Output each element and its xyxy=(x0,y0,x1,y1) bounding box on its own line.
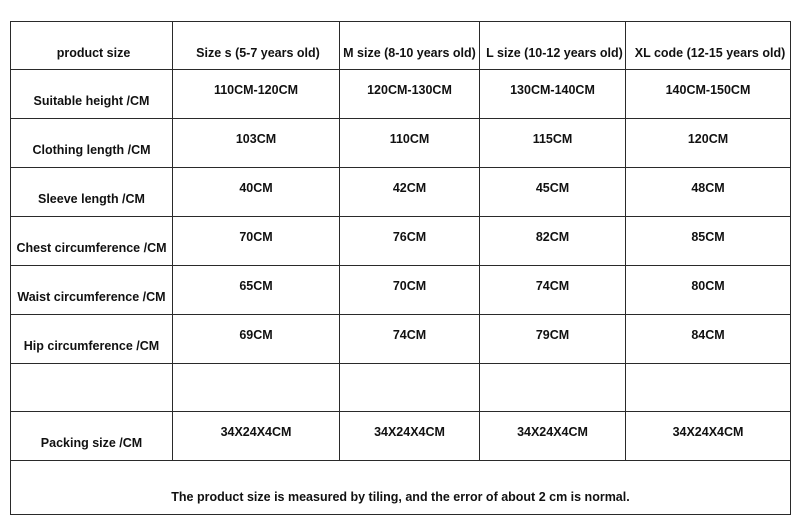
row-label xyxy=(11,364,173,412)
table-row xyxy=(11,217,791,266)
table-cell: 74CM xyxy=(480,266,626,315)
table-cell: 130CM-140CM xyxy=(480,70,626,119)
table-row xyxy=(11,315,791,364)
table-cell xyxy=(626,364,791,412)
header-row xyxy=(11,22,791,70)
size-s-header: Size s (5-7 years old) xyxy=(173,22,340,70)
row-label: Sleeve length /CM xyxy=(11,168,173,217)
table-cell: 79CM xyxy=(480,315,626,364)
table-row xyxy=(11,266,791,315)
row-label: Hip circumference /CM xyxy=(11,315,173,364)
table-cell: 103CM xyxy=(173,119,340,168)
table-cell: 74CM xyxy=(340,315,480,364)
size-m-header: M size (8-10 years old) xyxy=(340,22,480,70)
table-cell: 110CM-120CM xyxy=(173,70,340,119)
table-cell: 82CM xyxy=(480,217,626,266)
table-row xyxy=(11,70,791,119)
table-cell xyxy=(340,364,480,412)
row-label: Suitable height /CM xyxy=(11,70,173,119)
table-cell: 140CM-150CM xyxy=(626,70,791,119)
table-cell: 34X24X4CM xyxy=(340,412,480,461)
table-cell: 84CM xyxy=(626,315,791,364)
blank-table-row xyxy=(11,364,791,412)
table-cell: 65CM xyxy=(173,266,340,315)
row-label: Clothing length /CM xyxy=(11,119,173,168)
size-xl-header: XL code (12-15 years old) xyxy=(626,22,791,70)
table-cell xyxy=(173,364,340,412)
table-cell: 120CM-130CM xyxy=(340,70,480,119)
table-row xyxy=(11,168,791,217)
row-label: Packing size /CM xyxy=(11,412,173,461)
table-cell: 76CM xyxy=(340,217,480,266)
table-row xyxy=(11,119,791,168)
table-cell: 80CM xyxy=(626,266,791,315)
table-cell: 120CM xyxy=(626,119,791,168)
table-cell: 34X24X4CM xyxy=(480,412,626,461)
table-cell: 34X24X4CM xyxy=(173,412,340,461)
table-cell: 45CM xyxy=(480,168,626,217)
row-label: Chest circumference /CM xyxy=(11,217,173,266)
table-cell: 69CM xyxy=(173,315,340,364)
size-chart-table xyxy=(10,21,791,515)
measurement-note: The product size is measured by tiling, and the error of about 2 cm is normal. xyxy=(11,461,791,515)
table-cell xyxy=(480,364,626,412)
table-row xyxy=(11,412,791,461)
table-cell: 70CM xyxy=(173,217,340,266)
note-row xyxy=(11,461,791,515)
size-l-header: L size (10-12 years old) xyxy=(480,22,626,70)
table-cell: 34X24X4CM xyxy=(626,412,791,461)
row-label: Waist circumference /CM xyxy=(11,266,173,315)
table-cell: 48CM xyxy=(626,168,791,217)
table-cell: 42CM xyxy=(340,168,480,217)
table-cell: 40CM xyxy=(173,168,340,217)
table-cell: 110CM xyxy=(340,119,480,168)
table-cell: 70CM xyxy=(340,266,480,315)
header-label-cell: product size xyxy=(11,22,173,70)
table-cell: 85CM xyxy=(626,217,791,266)
table-cell: 115CM xyxy=(480,119,626,168)
